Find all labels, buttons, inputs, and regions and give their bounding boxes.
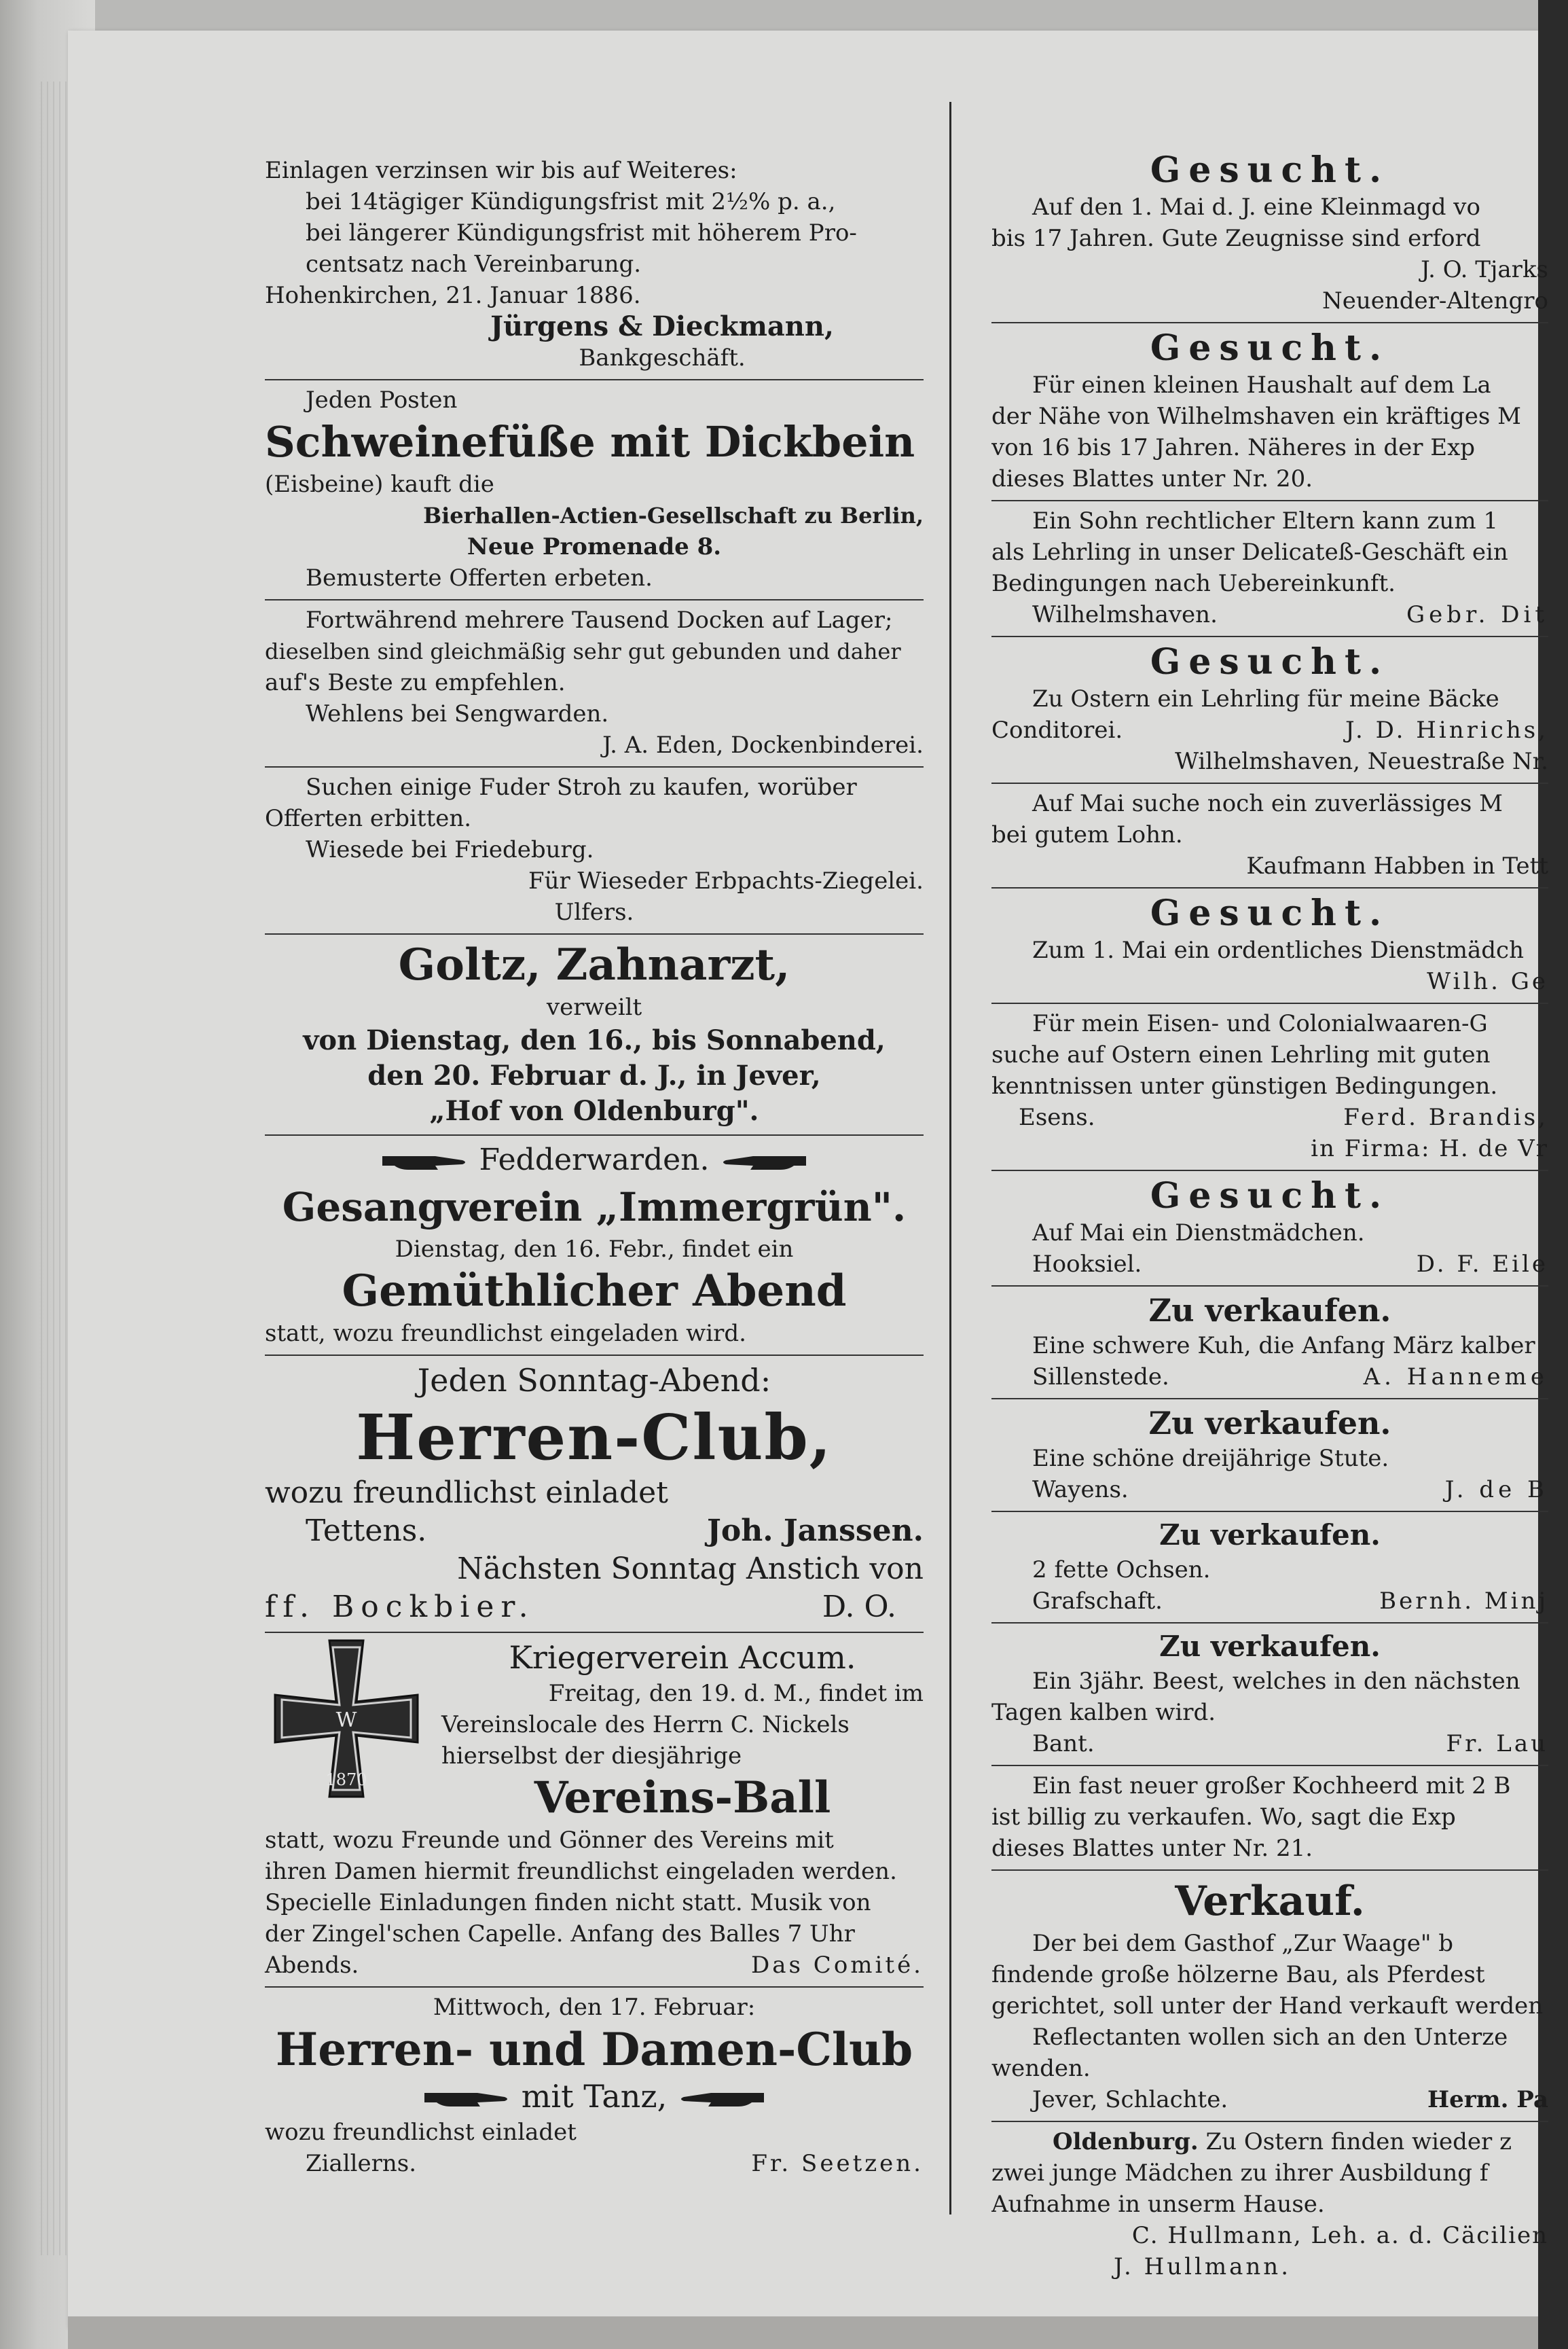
text-line: kenntnissen unter günstigen Bedingungen.	[991, 1073, 1498, 1100]
club-name: Gesangverein „Immergrün".	[282, 1184, 907, 1230]
signature: Fr. Lau	[1446, 1730, 1548, 1757]
firm-sub: Bankgeschäft.	[579, 344, 746, 372]
ad-verkaufen-beest	[991, 1624, 1548, 1766]
ad-colonialwaaren	[991, 1004, 1548, 1171]
ad-zahnarzt	[265, 935, 924, 1136]
place: Wiesede bei Friedeburg.	[306, 836, 594, 863]
ad-kochheerd	[991, 1766, 1548, 1871]
ad-schweinefuesse	[265, 380, 924, 600]
headline: Herren-Club,	[356, 1401, 833, 1474]
place: Ziallerns.	[306, 2150, 417, 2177]
signature: Gebr. Dit	[1406, 601, 1548, 628]
text-line: Für einen kleinen Haushalt auf dem La	[1032, 372, 1491, 399]
ad-gesucht-baecker	[991, 637, 1548, 784]
signature: J. de B	[1444, 1476, 1548, 1503]
signature: Wilh. Ge	[1427, 968, 1548, 995]
invite-line: wozu freundlichst einladet	[265, 1475, 668, 1510]
headline: Herren- und Damen-Club	[275, 2023, 913, 2076]
ad-heading: Gesucht.	[1150, 893, 1390, 934]
title: Kriegerverein Accum.	[509, 1639, 856, 1676]
ad-gesucht-dienstmaedchen	[991, 889, 1548, 1004]
text-line: auf's Beste zu empfehlen.	[265, 669, 566, 696]
text-line: Auf Mai suche noch ein zuverlässiges M	[1032, 790, 1503, 817]
signature-name: Ulfers.	[554, 899, 634, 926]
text-line: bis 17 Jahren. Gute Zeugnisse sind erford	[991, 225, 1481, 252]
firm-name: Jürgens & Dieckmann,	[490, 310, 834, 342]
signature: Bernh. Minj	[1379, 1588, 1548, 1615]
place: Bant.	[1032, 1730, 1095, 1757]
text-line: Freitag, den 19. d. M., findet im	[548, 1680, 924, 1707]
text-line: bei 14tägiger Kündigungsfrist mit 2½% p. a.,	[306, 188, 836, 215]
ad-oldenburg	[991, 2122, 1548, 2288]
note: Bemusterte Offerten erbeten.	[306, 564, 653, 592]
iron-cross-icon	[265, 1637, 428, 1800]
ad-gesucht-kleinmagd	[991, 122, 1548, 323]
sub-text: mit Tanz,	[521, 2078, 668, 2115]
ad-heading: Zu verkaufen.	[1159, 1630, 1381, 1663]
text-line: dieses Blattes unter Nr. 20.	[991, 465, 1313, 492]
headline: Goltz, Zahnarzt,	[398, 939, 790, 990]
signature: C. Hullmann, Leh. a. d. Cäcilien	[1131, 2222, 1548, 2249]
text-line: Ein fast neuer großer Kochheerd mit 2 B	[1032, 1772, 1511, 1799]
signature: Joh. Janssen.	[707, 1513, 924, 1548]
signature: Das Comité.	[751, 1952, 924, 1979]
column-divider	[949, 102, 951, 2214]
signature: Fr. Seetzen.	[751, 2150, 924, 2177]
text-line: Tagen kalben wird.	[991, 1699, 1216, 1726]
pointing-hand-left-icon	[719, 1149, 807, 1175]
ad-mai-magd	[991, 784, 1548, 889]
text-line: suche auf Ostern einen Lehrling mit guten	[991, 1041, 1491, 1069]
left-column	[265, 122, 924, 2185]
ad-heading: Verkauf.	[1175, 1878, 1365, 1925]
intro-text: Jeden Posten	[306, 387, 458, 414]
signature: J. O. Tjarks	[1421, 256, 1548, 283]
address: Neue Promenade 8.	[467, 533, 722, 560]
text-line: Zu Ostern ein Lehrling für meine Bäcke	[1032, 685, 1499, 713]
text-line: Zum 1. Mai ein ordentliches Dienstmädch	[1032, 937, 1524, 964]
cross-letter: W	[335, 1708, 357, 1732]
signature: A. Hanneme	[1363, 1363, 1548, 1391]
signature: D. F. Eile	[1416, 1251, 1548, 1278]
text-line: Abends.	[265, 1952, 359, 1979]
ad-heading: Gesucht.	[1150, 149, 1390, 191]
place: Tettens.	[306, 1513, 427, 1548]
ad-docken	[265, 600, 924, 768]
signature: Neuender-Altengro	[1321, 287, 1548, 315]
text-line: Vereinslocale des Herrn C. Nickels	[441, 1711, 850, 1738]
text-line: Eine schöne dreijährige Stute.	[1032, 1445, 1389, 1472]
signature: Für Wieseder Erbpachts-Ziegelei.	[528, 867, 924, 895]
ad-verkaufen-ochsen	[991, 1512, 1548, 1624]
text-line: Einlagen verzinsen wir bis auf Weiteres:	[265, 157, 737, 184]
event-title: Gemüthlicher Abend	[342, 1266, 847, 1316]
text-line: dieses Blattes unter Nr. 21.	[991, 1835, 1313, 1862]
date-line: Mittwoch, den 17. Februar:	[433, 1994, 756, 2021]
text-line: Suchen einige Fuder Stroh zu kaufen, worüber	[306, 774, 857, 801]
invite-line: statt, wozu freundlichst eingeladen wird.	[265, 1320, 746, 1347]
ad-heading: Gesucht.	[1150, 327, 1390, 369]
text-line: zwei junge Mädchen zu ihrer Ausbildung f	[991, 2159, 1489, 2187]
place-date: Hohenkirchen, 21. Januar 1886.	[265, 282, 641, 309]
ad-kriegerverein	[265, 1633, 924, 1988]
ad-heading: Zu verkaufen.	[1148, 1405, 1391, 1441]
ad-gesucht-haushalt	[991, 323, 1548, 501]
lead-word: Oldenburg.	[1053, 2128, 1199, 2155]
ad-bank-interest	[265, 122, 924, 380]
bottom-shadow	[68, 2316, 1562, 2349]
text-line: centsatz nach Vereinbarung.	[306, 251, 642, 278]
place: Wehlens bei Sengwarden.	[306, 700, 609, 728]
text-line: bei gutem Lohn.	[991, 821, 1183, 848]
date-line: Dienstag, den 16. Febr., findet ein	[395, 1236, 794, 1263]
text-line: Eine schwere Kuh, die Anfang März kalber	[1032, 1332, 1535, 1359]
cross-year: 1870	[325, 1770, 367, 1789]
address: Wilhelmshaven, Neuestraße Nr.	[1175, 748, 1548, 775]
headline: Schweinefüße mit Dickbein	[265, 417, 915, 467]
ad-verkaufen-stute	[991, 1399, 1548, 1512]
signature: J. A. Eden, Dockenbinderei.	[602, 732, 924, 759]
ad-heading: Zu verkaufen.	[1159, 1518, 1381, 1552]
text-line: Ein 3jähr. Beest, welches in den nächsten	[1032, 1668, 1520, 1695]
text-line: wenden.	[991, 2055, 1091, 2082]
place: Wilhelmshaven.	[1032, 601, 1218, 628]
sub-text: verweilt	[546, 994, 642, 1021]
place-heading: Fedderwarden.	[479, 1143, 710, 1177]
text-line: von Dienstag, den 16., bis Sonnabend,	[303, 1024, 886, 1056]
text-line: „Hof von Oldenburg".	[429, 1095, 759, 1127]
pointing-hand-left-icon	[677, 2086, 765, 2112]
signature: J. D. Hinrichs,	[1345, 717, 1548, 744]
place: Hooksiel.	[1032, 1251, 1142, 1278]
ad-heading: Gesucht.	[1150, 641, 1390, 683]
text-line: statt, wozu Freunde und Gönner des Vereins mit	[265, 1827, 834, 1854]
signature: Herm. Pa	[1427, 2086, 1548, 2113]
text-line: Specielle Einladungen finden nicht statt. Musik von	[265, 1889, 871, 1916]
ad-heading: Zu verkaufen.	[1148, 1292, 1391, 1329]
ad-verkauf-bau	[991, 1871, 1548, 2122]
ad-verkaufen-kuh	[991, 1287, 1548, 1399]
ad-heading: Gesucht.	[1150, 1175, 1390, 1217]
text-line: dieselben sind gleichmäßig sehr gut gebunden und daher	[265, 639, 901, 664]
place: Jever, Schlachte.	[1032, 2086, 1228, 2113]
text-line: Bedingungen nach Uebereinkunft.	[991, 570, 1396, 597]
ad-damen-club	[265, 1988, 924, 2185]
pointing-hand-right-icon	[381, 1149, 469, 1175]
signature: J. Hullmann.	[1114, 2253, 1292, 2280]
pointing-hand-right-icon	[423, 2086, 511, 2112]
text-line: 2 fette Ochsen.	[1032, 1556, 1211, 1583]
text-line: Zu Ostern finden wieder z	[1205, 2128, 1512, 2155]
text-line: ist billig zu verkaufen. Wo, sagt die Exp	[991, 1804, 1456, 1831]
text-line: Auf den 1. Mai d. J. eine Kleinmagd vo	[1032, 194, 1480, 221]
text-line: der Nähe von Wilhelmshaven ein kräftiges M	[991, 403, 1521, 430]
event-title: Vereins-Ball	[534, 1772, 831, 1823]
signature: Ferd. Brandis,	[1343, 1104, 1548, 1131]
signature: Kaufmann Habben in Tett	[1246, 853, 1548, 880]
text-line: den 20. Februar d. J., in Jever,	[367, 1060, 821, 1092]
ad-gesucht-hooksiel	[991, 1171, 1548, 1287]
ad-lehrling-delicatess	[991, 501, 1548, 637]
text-line: Der bei dem Gasthof „Zur Waage" b	[1032, 1930, 1454, 1957]
intro-text: Jeden Sonntag-Abend:	[417, 1362, 771, 1399]
text-line: (Eisbeine) kauft die	[265, 471, 494, 498]
text-line: ff. Bockbier.	[265, 1590, 535, 1624]
text-line: gerichtet, soll unter der Hand verkauft werden	[991, 1992, 1544, 2020]
text-line: Conditorei.	[991, 717, 1123, 744]
text-line: Für mein Eisen- und Colonialwaaren-G	[1032, 1010, 1488, 1037]
ad-gesangverein	[265, 1136, 924, 1356]
text-line: Ein Sohn rechtlicher Eltern kann zum 1	[1032, 507, 1499, 535]
invite-line: wozu freundlichst einladet	[265, 2119, 577, 2146]
text-line: findende große hölzerne Bau, als Pferdest	[991, 1961, 1485, 1988]
ad-stroh	[265, 768, 924, 935]
place: Wayens.	[1032, 1476, 1129, 1503]
text-line: von 16 bis 17 Jahren. Näheres in der Exp	[991, 434, 1476, 461]
text-line: hierselbst der diesjährige	[441, 1742, 742, 1770]
text-line: Nächsten Sonntag Anstich von	[457, 1552, 924, 1586]
text-line: Aufnahme in unserm Hause.	[991, 2191, 1325, 2218]
text-line: Offerten erbitten.	[265, 805, 472, 832]
text-line: Fortwährend mehrere Tausend Docken auf Lager;	[306, 607, 893, 634]
right-column	[991, 122, 1548, 2288]
text-line: der Zingel'schen Capelle. Anfang des Balles 7 Uhr	[265, 1920, 855, 1948]
place: Esens.	[1019, 1104, 1095, 1131]
text-line: Auf Mai ein Dienstmädchen.	[1032, 1219, 1365, 1247]
place: Grafschaft.	[1032, 1588, 1163, 1615]
signature: in Firma: H. de Vr	[1311, 1135, 1548, 1162]
company-name: Bierhallen-Actien-Gesellschaft zu Berlin,	[423, 503, 924, 528]
text-line: ihren Damen hiermit freundlichst eingeladen werden.	[265, 1858, 897, 1885]
text-line: bei längerer Kündigungsfrist mit höherem Pro-	[306, 219, 857, 247]
place: Sillenstede.	[1032, 1363, 1169, 1391]
text-line: Reflectanten wollen sich an den Unterze	[1032, 2024, 1508, 2051]
ad-herren-club	[265, 1356, 924, 1633]
text-line: als Lehrling in unser Delicateß-Geschäft ein	[991, 539, 1508, 566]
signature: D. O.	[822, 1590, 896, 1624]
